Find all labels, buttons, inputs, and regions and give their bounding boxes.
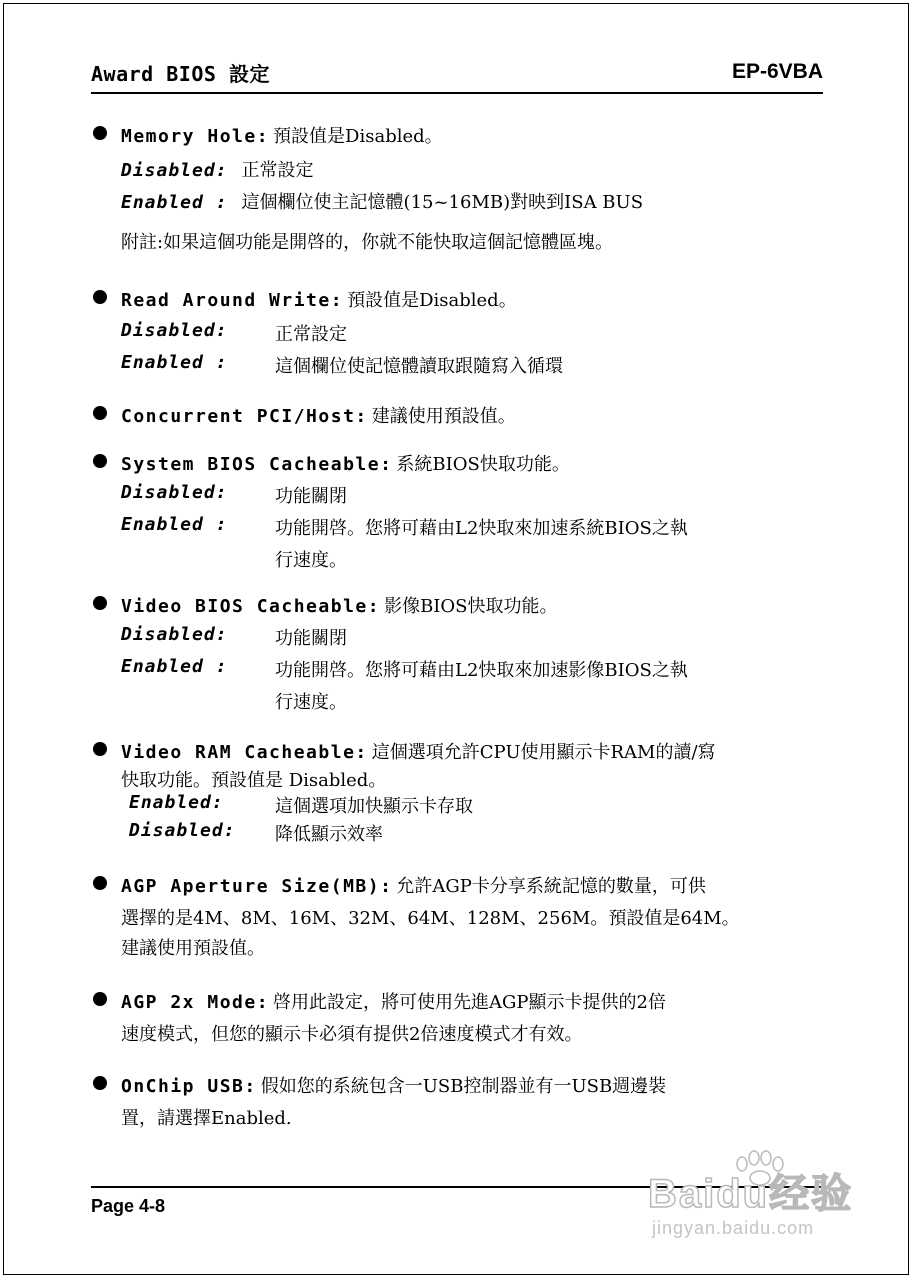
option-desc: 功能關閉 — [275, 486, 347, 507]
bullet-icon — [93, 1076, 107, 1090]
item-term: Memory Hole: — [121, 126, 270, 147]
item-desc: 允許AGP卡分享系統記憶的數量，可供 — [396, 876, 706, 897]
item-desc-2: 快取功能。預設值是 Disabled。 — [121, 770, 387, 791]
item-desc: 系統BIOS快取功能。 — [396, 454, 570, 475]
item-desc: 啓用此設定，將可使用先進AGP顯示卡提供的2倍 — [273, 992, 666, 1013]
item-line — [121, 738, 716, 764]
option-label: Disabled: — [129, 820, 236, 841]
header-model: EP-6VBA — [731, 60, 823, 83]
option-row — [121, 188, 643, 214]
option-desc: 降低顯示效率 — [275, 824, 383, 845]
item-desc: 影像BIOS快取功能。 — [384, 596, 558, 617]
option-row — [121, 156, 314, 182]
item-line — [121, 872, 706, 898]
note-text: 附註:如果這個功能是開啓的，你就不能快取這個記憶體區塊。 — [121, 232, 614, 253]
item-agp-2x-mode — [91, 984, 823, 1054]
item-desc: 這個選項允許CPU使用顯示卡RAM的讀/寫 — [371, 742, 716, 763]
option-label: Disabled: — [121, 160, 228, 181]
option-desc: 功能關閉 — [275, 628, 347, 649]
option-desc: 這個欄位使記憶體讀取跟隨寫入循環 — [275, 356, 563, 377]
item-line-3 — [121, 934, 265, 960]
item-line — [121, 450, 570, 476]
item-term: OnChip USB: — [121, 1076, 257, 1097]
item-desc: 假如您的系統包含一USB控制器並有一USB週邊裝 — [260, 1076, 667, 1097]
item-line — [121, 988, 666, 1014]
item-desc: 預設值是Disabled。 — [347, 290, 517, 311]
bullet-icon — [93, 596, 107, 610]
option-label: Disabled: — [121, 320, 228, 341]
item-term: Read Around Write: — [121, 290, 344, 311]
option-row — [129, 792, 224, 813]
item-video-bios-cacheable — [91, 588, 823, 718]
item-line — [121, 592, 558, 618]
item-note — [121, 228, 613, 254]
item-agp-aperture-size — [91, 868, 823, 968]
item-line-2 — [121, 1020, 582, 1046]
item-desc-3: 建議使用預設值。 — [121, 938, 265, 959]
item-desc-2: 置，請選擇Enabled. — [121, 1108, 292, 1129]
option-desc: 正常設定 — [241, 160, 314, 181]
item-system-bios-cacheable — [91, 446, 823, 576]
option-row — [129, 820, 236, 841]
option-desc: 功能開啓。您將可藉由L2快取來加速系統BIOS之執 — [275, 518, 688, 539]
bullet-icon — [93, 290, 107, 304]
item-line — [121, 1072, 666, 1098]
item-line — [121, 402, 516, 428]
item-desc: 建議使用預設值。 — [371, 406, 516, 427]
item-onchip-usb — [91, 1068, 823, 1138]
watermark-logo: Baidu经验 — [648, 1172, 854, 1216]
bullet-icon — [93, 742, 107, 756]
item-concurrent-pci-host — [91, 398, 823, 428]
watermark-url: jingyan.baidu.com — [652, 1218, 815, 1238]
page-header — [91, 58, 823, 94]
option-row — [121, 482, 228, 503]
option-row — [121, 320, 228, 341]
option-label: Enabled: — [129, 792, 224, 813]
item-line-2 — [121, 904, 740, 930]
option-label: Enabled : — [121, 352, 228, 373]
option-row — [121, 352, 228, 373]
option-label: Disabled: — [121, 624, 228, 645]
item-term: AGP 2x Mode: — [121, 992, 270, 1013]
option-label: Enabled : — [121, 192, 228, 213]
watermark — [648, 1150, 868, 1250]
item-term: System BIOS Cacheable: — [121, 454, 393, 475]
item-video-ram-cacheable — [91, 734, 823, 844]
item-line-2 — [121, 766, 386, 792]
page-number: Page 4-8 — [91, 1196, 166, 1216]
option-desc: 正常設定 — [275, 324, 347, 345]
item-desc: 預設值是Disabled。 — [273, 126, 443, 147]
option-desc-cont: 行速度。 — [275, 692, 347, 713]
bullet-icon — [93, 454, 107, 468]
item-line-2 — [121, 1104, 292, 1130]
item-term: AGP Aperture Size(MB): — [121, 876, 393, 897]
item-read-around-write — [91, 282, 823, 382]
bullet-icon — [93, 406, 107, 420]
option-desc: 這個選項加快顯示卡存取 — [275, 796, 473, 817]
option-row — [121, 514, 228, 535]
item-term: Video BIOS Cacheable: — [121, 596, 381, 617]
item-memory-hole — [91, 118, 823, 258]
item-line — [121, 286, 517, 312]
option-row — [121, 624, 228, 645]
option-desc: 功能開啓。您將可藉由L2快取來加速影像BIOS之執 — [275, 660, 688, 681]
option-label: Disabled: — [121, 482, 228, 503]
option-desc-cont: 行速度。 — [275, 550, 347, 571]
header-title: Award BIOS 設定 — [91, 62, 270, 86]
option-label: Enabled : — [121, 656, 228, 677]
bullet-icon — [93, 992, 107, 1006]
item-line — [121, 122, 443, 148]
item-desc-2: 速度模式，但您的顯示卡必須有提供2倍速度模式才有效。 — [121, 1024, 583, 1045]
bullet-icon — [93, 126, 107, 140]
option-desc: 這個欄位使主記憶體(15~16MB)對映到ISA BUS — [241, 192, 644, 213]
item-term: Concurrent PCI/Host: — [121, 406, 368, 427]
item-term: Video RAM Cacheable: — [121, 742, 368, 763]
option-label: Enabled : — [121, 514, 228, 535]
option-row — [121, 656, 228, 677]
item-desc-2: 選擇的是4M、8M、16M、32M、64M、128M、256M。預設值是64M。 — [121, 908, 740, 929]
bullet-icon — [93, 876, 107, 890]
